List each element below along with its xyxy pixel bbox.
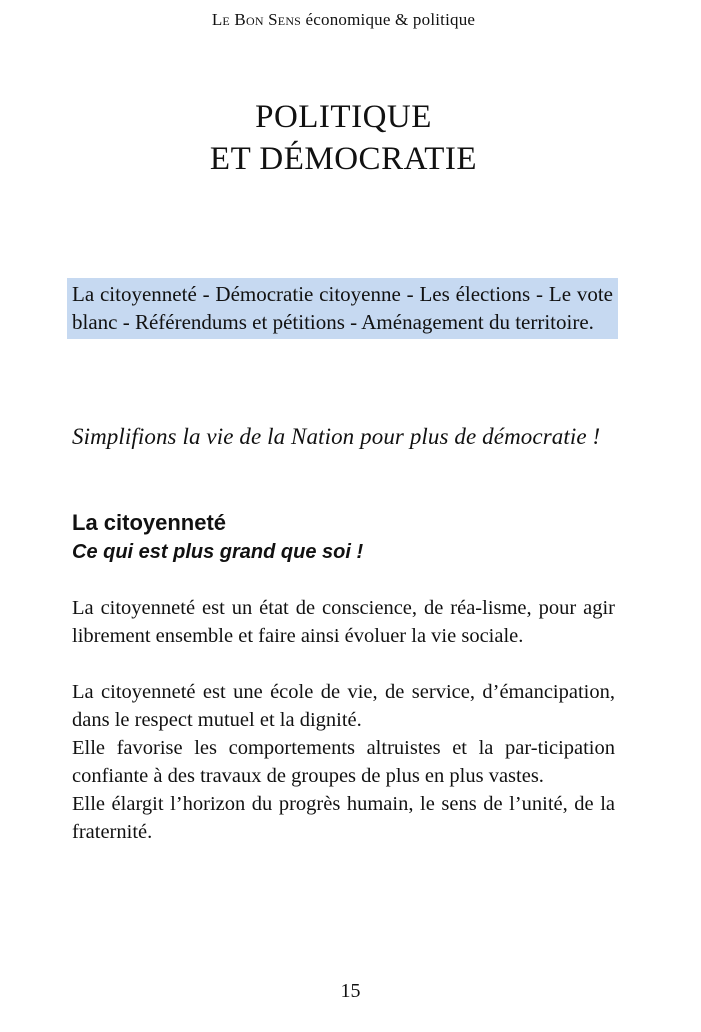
section-citoyennete <box>72 508 615 846</box>
chapter-summary-box: La citoyenneté - Démocratie citoyenne - Les élections - Le vote blanc - Référendums et pétitions - Aménagement du territoire. <box>67 278 618 339</box>
page-number: 15 <box>340 980 361 1002</box>
section-subheading: Ce qui est plus grand que soi ! <box>72 541 364 563</box>
body-paragraph: La citoyenneté est une école de vie, de service, d’émancipation, dans le respect mutuel et la dignité. <box>72 681 615 731</box>
body-paragraph: Elle favorise les comportements altruistes et la par-ticipation confiante à des travaux de groupes de plus en plus vastes. <box>72 737 615 787</box>
chapter-title-line-1: POLITIQUE <box>255 99 432 135</box>
body-paragraph: Elle élargit l’horizon du progrès humain, le sens de l’unité, de la fraternité. <box>72 793 615 843</box>
chapter-title <box>0 96 687 180</box>
running-header <box>0 10 687 30</box>
body-paragraph: La citoyenneté est un état de conscience, de réa-lisme, pour agir librement ensemble et faire ainsi évoluer la vie sociale. <box>72 597 615 647</box>
chapter-title-line-2: ET DÉMOCRATIE <box>209 141 478 177</box>
running-header-title: Le Bon Sens <box>211 10 302 29</box>
running-header-subtitle: économique & politique <box>301 10 476 29</box>
section-heading: La citoyenneté <box>72 510 227 535</box>
chapter-motto: Simplifions la vie de la Nation pour plus de démocratie ! <box>72 424 601 449</box>
